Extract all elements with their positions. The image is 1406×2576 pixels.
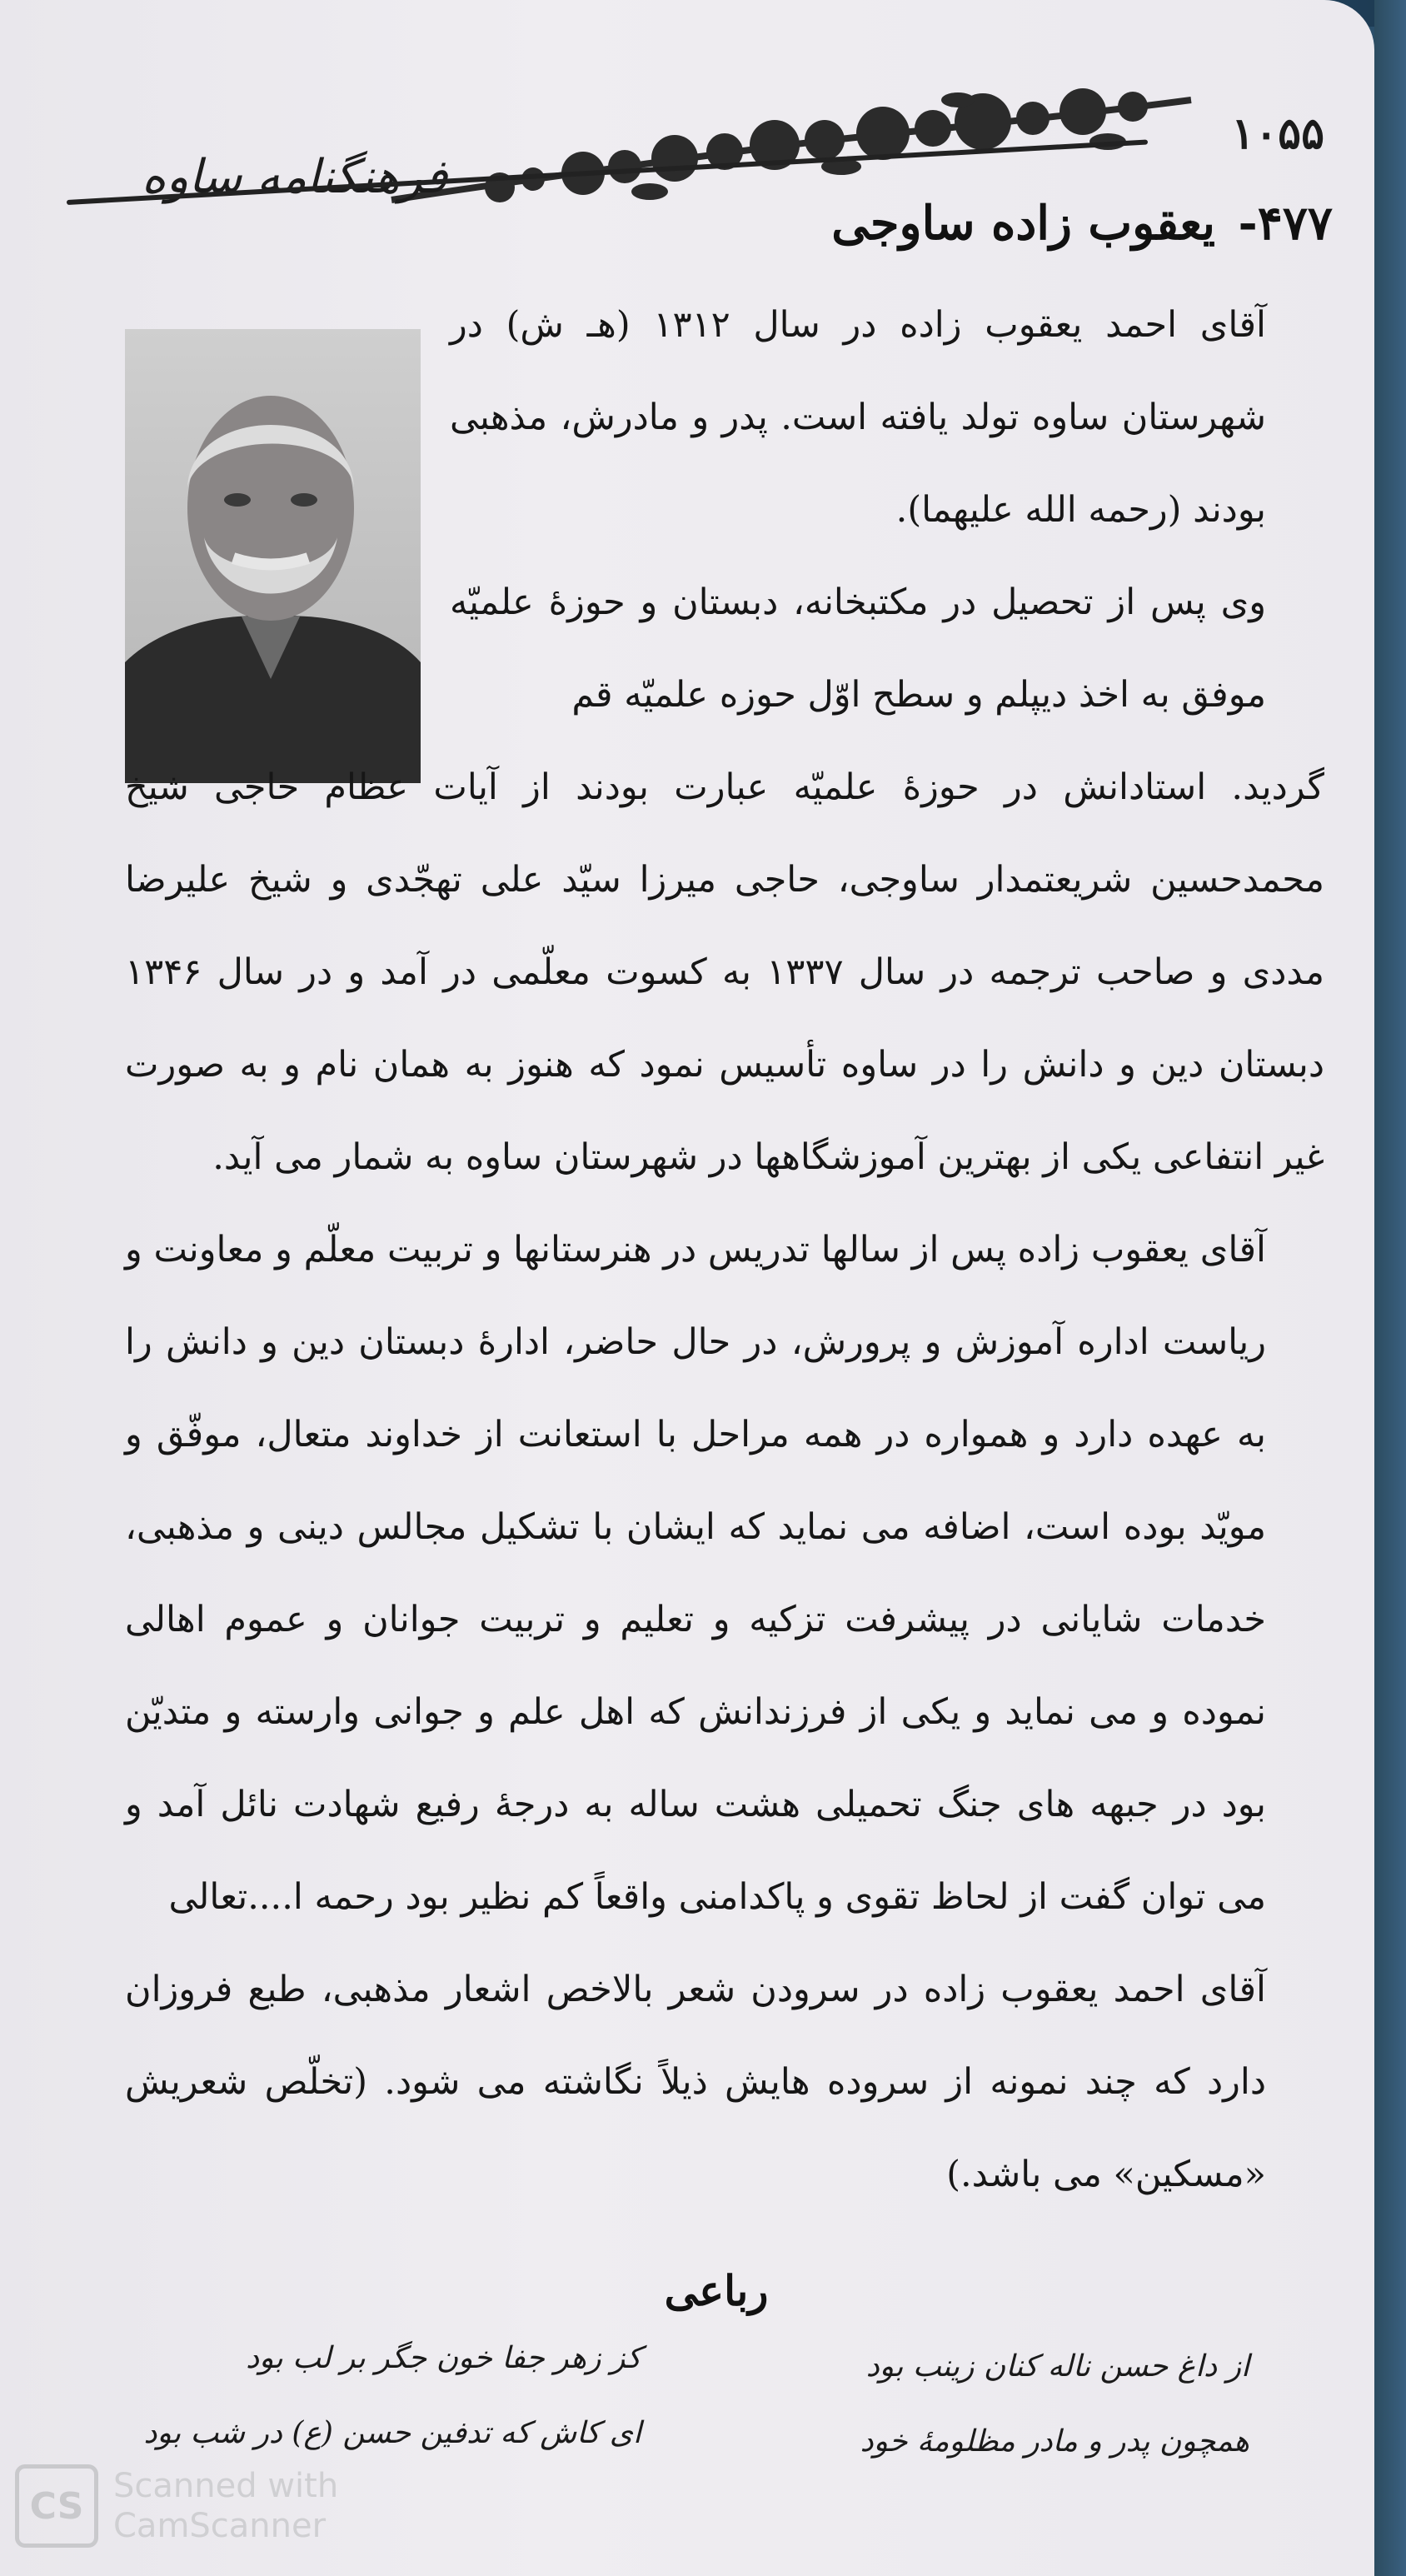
paragraph: آقای احمد یعقوب زاده در سرودن شعر بالاخص اشعار مذهبی، طبع فروزان دارد که چند نمونه از سروده هایش ذیلاً نگاشته می شود. (تخلّص شعریش «مسکین» می باشد.) (125, 1969, 1266, 2195)
poem-line: کز زهر جفا خون جگر بر لب بود (246, 2341, 641, 2375)
intro-text (450, 279, 1324, 741)
book-title: فرهنگنامه ساوه (142, 150, 448, 204)
page-edge-shadow (1374, 0, 1406, 2576)
section-title: یعقوب زاده ساوجی (831, 196, 1216, 251)
paragraph: آقای احمد یعقوب زاده در سال ۱۳۱۲ (هـ ش) در شهرستان ساوه تولد یافته است. پدر و مادرش، مذهبی بودند (رحمه الله علیهما). (450, 304, 1266, 531)
paragraph: وی پس از تحصیل در مکتبخانه، دبستان و حوزهٔ علمیّه موفق به اخذ دیپلم و سطح اوّل حوزه علمیّه قم (450, 582, 1266, 716)
poem-line: ای کاش که تدفین حسن (ع) در شب بود (143, 2416, 641, 2450)
camscanner-logo-icon: CS (15, 2464, 98, 2548)
paragraph: گردید. استادانش در حوزهٔ علمیّه عبارت بودند از آیات عظام حاجی شیخ محمدحسین شریعتمدار ساوجی، حاجی میرزا سیّد علی تهجّدی و شیخ علیرضا مددی و صاحب ترجمه در سال ۱۳۳۷ به کسوت معلّمی در آمد و در سال ۱۳۴۶ دبستان دین و دانش را در ساوه تأسیس نمود که هنوز به همان نام و به صورت غیر انتفاعی یکی از بهترین آموزشگاهها در شهرستان ساوه به شمار می آید. (125, 766, 1324, 1178)
scanner-watermark (15, 2464, 338, 2548)
portrait-image (125, 329, 421, 783)
body-text (125, 741, 1324, 2221)
paragraph: آقای یعقوب زاده پس از سالها تدریس در هنرستانها و تربیت معلّم و معاونت و ریاست اداره آموزش و پرورش، در حال حاضر، ادارهٔ دبستان دین و دانش را به عهده دارد و همواره در همه مراحل با استعانت از خداوند متعال، موفّق و مویّد بوده است، اضافه می نماید که ایشان با تشکیل مجالس دینی و مذهبی، خدمات شایانی در پیشرفت تزکیه و تعلیم و تربیت جوانان و عموم اهالی نموده و می نماید و یکی از فرزندانش که اهل علم و جوانی وارسته و متدیّن بود در جبهه های جنگ تحمیلی هشت ساله به درجهٔ رفیع شهادت نائل آمد و می توان گفت از لحاظ تقوی و پاکدامنی واقعاً کم نظیر بود رحمه ا....تعالی (125, 1229, 1266, 1918)
poem-line: از داغ حسن ناله کنان زینب بود (865, 2349, 1249, 2384)
watermark-line: Scanned with (113, 2467, 339, 2505)
poem-line: همچون پدر و مادر مظلومهٔ خود (860, 2424, 1249, 2459)
section-heading (831, 196, 1333, 251)
section-number: ۴۷۷- (1238, 196, 1333, 251)
poem-heading: رباعی (664, 2266, 769, 2315)
watermark-line: CamScanner (113, 2507, 327, 2545)
portrait-photo (125, 329, 421, 783)
watermark-text (113, 2466, 338, 2546)
page-number: ۱۰۵۵ (1231, 108, 1324, 159)
